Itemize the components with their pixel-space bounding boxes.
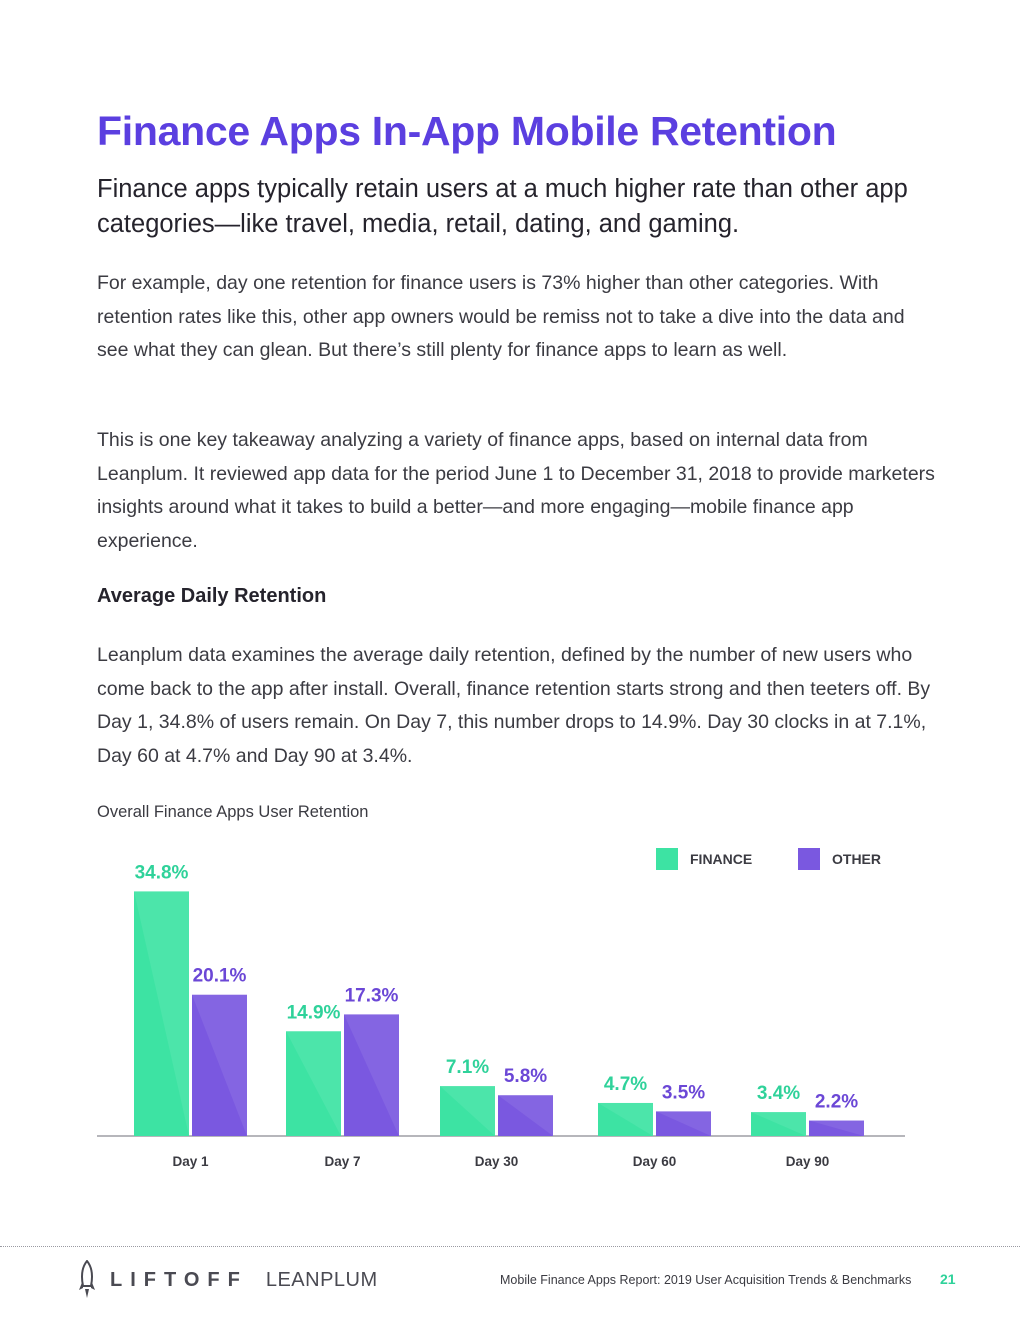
- x-tick-label: Day 60: [632, 1154, 677, 1169]
- data-label: 14.9%: [286, 1002, 341, 1024]
- x-tick-label: Day 1: [172, 1154, 209, 1169]
- data-label: 20.1%: [192, 965, 247, 987]
- data-label: 5.8%: [503, 1066, 548, 1088]
- data-label: 17.3%: [344, 985, 399, 1007]
- footer-report-title: Mobile Finance Apps Report: 2019 User Acquisition Trends & Benchmarks: [500, 1273, 912, 1287]
- x-tick-label: Day 90: [785, 1154, 830, 1169]
- legend-swatch-other: [798, 848, 820, 870]
- legend-swatch-finance: [656, 848, 678, 870]
- data-label: 3.5%: [661, 1082, 706, 1104]
- data-label: 4.7%: [603, 1073, 648, 1095]
- section-heading: Average Daily Retention: [97, 585, 327, 607]
- page-subtitle: Finance apps typically retain users at a much higher rate than other app categories—like travel, media, retail, dating, and gaming.: [97, 175, 908, 238]
- footer-logos: [78, 1260, 378, 1300]
- legend-label-other: OTHER: [832, 851, 881, 867]
- data-label: 2.2%: [814, 1091, 859, 1113]
- chart-title: Overall Finance Apps User Retention: [97, 803, 369, 821]
- x-tick-label: Day 30: [474, 1154, 519, 1169]
- body-paragraph-2: This is one key takeaway analyzing a variety of finance apps, based on internal data from Leanplum. It reviewed app data for the period June 1 to December 31, 2018 to provide marketers insights around what it takes to build a better—and more engaging—mobile finance app experience.: [97, 429, 935, 552]
- data-label: 7.1%: [445, 1057, 490, 1079]
- footer-divider: [0, 1246, 1020, 1247]
- body-paragraph-1: For example, day one retention for finance users is 73% higher than other categories. With retention rates like this, other app owners would be remiss not to take a dive into the data and see what they can glean. But there’s still plenty for finance apps to learn as well.: [97, 272, 905, 361]
- leanplum-logo: LEANPLUM: [265, 1268, 378, 1291]
- page-number: 21: [940, 1271, 956, 1287]
- liftoff-logo: LIFTOFF: [110, 1268, 248, 1291]
- data-label: 34.8%: [134, 862, 189, 884]
- page-title: Finance Apps In-App Mobile Retention: [97, 108, 837, 154]
- rocket-icon: [78, 1260, 96, 1300]
- x-tick-label: Day 7: [324, 1154, 361, 1169]
- data-label: 3.4%: [756, 1083, 801, 1105]
- body-paragraph-3: Leanplum data examines the average daily retention, defined by the number of new users who come back to the app after install. Overall, finance retention starts strong and then teeters off. By Day 1, 34.8% of users remain. On Day 7, this number drops to 14.9%. Day 30 clocks in at 7.1%, Day 60 at 4.7% and Day 90 at 3.4%.: [97, 644, 931, 767]
- legend-label-finance: FINANCE: [690, 851, 753, 867]
